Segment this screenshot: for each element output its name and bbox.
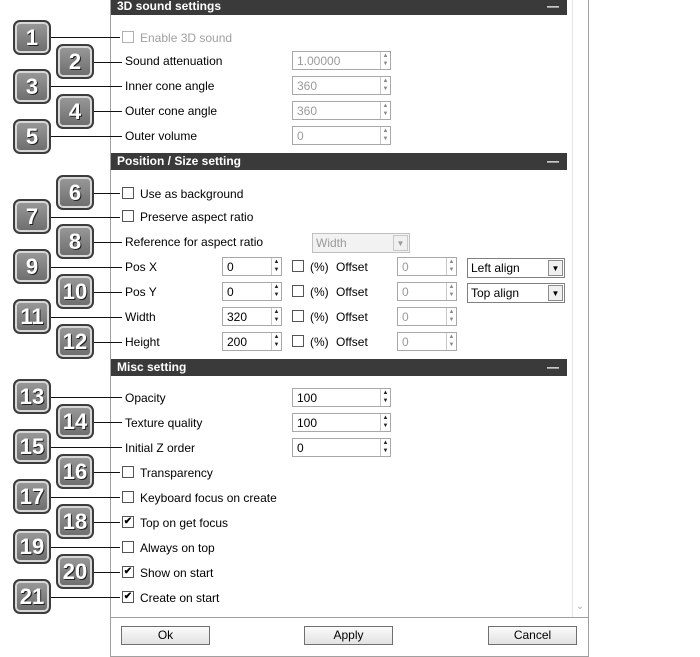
stepper-arrows[interactable] xyxy=(380,52,390,69)
pos-x-input[interactable] xyxy=(223,258,271,275)
height-offset-stepper[interactable] xyxy=(397,332,457,351)
section-header-position-size[interactable] xyxy=(111,153,567,170)
stepper-arrows[interactable] xyxy=(271,258,281,275)
callout-badge: 18 xyxy=(56,504,94,539)
settings-dialog xyxy=(110,0,589,657)
scroll-down-icon[interactable]: ⌄ xyxy=(575,601,585,612)
callout-badge: 5 xyxy=(13,119,51,154)
collapse-icon[interactable]: — xyxy=(547,360,559,374)
down-arrow-icon[interactable]: ▼ xyxy=(382,136,389,142)
up-arrow-icon[interactable]: ▲ xyxy=(448,309,455,315)
outer-volume-stepper[interactable] xyxy=(292,126,391,145)
check-icon: ✔ xyxy=(123,591,133,602)
down-arrow-icon[interactable]: ▼ xyxy=(273,342,280,348)
down-arrow-icon[interactable]: ▼ xyxy=(273,317,280,323)
section-header-3d-sound[interactable] xyxy=(111,0,567,15)
callout-badge: 19 xyxy=(13,529,51,564)
pos-y-stepper[interactable] xyxy=(222,282,282,301)
outer-volume-input[interactable] xyxy=(293,127,380,144)
texture-quality-label: Texture quality xyxy=(125,416,203,430)
up-arrow-icon[interactable]: ▲ xyxy=(273,334,280,340)
dropdown-arrow-icon[interactable]: ▼ xyxy=(548,260,563,276)
enable-3d-sound-checkbox[interactable] xyxy=(122,31,134,43)
down-arrow-icon[interactable]: ▼ xyxy=(382,111,389,117)
callout-leader-line xyxy=(50,497,120,498)
stepper-arrows[interactable] xyxy=(380,127,390,144)
transparency-checkbox[interactable] xyxy=(122,466,134,478)
down-arrow-icon[interactable]: ▼ xyxy=(448,292,455,298)
inner-cone-angle-input[interactable] xyxy=(293,77,380,94)
stepper-arrows[interactable] xyxy=(380,414,390,431)
stepper-arrows[interactable] xyxy=(380,102,390,119)
initial-z-order-label: Initial Z order xyxy=(125,441,196,455)
callout-leader-line xyxy=(92,111,122,112)
width-input[interactable] xyxy=(223,308,271,325)
callout-badge: 13 xyxy=(13,379,51,414)
callout-badge: 8 xyxy=(56,224,94,259)
up-arrow-icon[interactable]: ▲ xyxy=(448,284,455,290)
initial-z-order-input[interactable] xyxy=(293,439,380,456)
opacity-label: Opacity xyxy=(125,391,166,405)
texture-quality-stepper[interactable] xyxy=(292,413,391,432)
sound-attenuation-label: Sound attenuation xyxy=(125,54,223,68)
callout-leader-line xyxy=(50,217,120,218)
callout-leader-line xyxy=(92,242,122,243)
select-value: Top align xyxy=(471,286,520,300)
callout-badge: 7 xyxy=(13,199,51,234)
stepper-arrows[interactable] xyxy=(380,77,390,94)
callout-badge: 15 xyxy=(13,429,51,464)
section-title: 3D sound settings xyxy=(117,0,222,13)
height-input[interactable] xyxy=(223,333,271,350)
callout-leader-line xyxy=(50,37,120,38)
percent-label: (%) xyxy=(310,260,329,274)
pos-x-stepper[interactable] xyxy=(222,257,282,276)
pos-x-percent-checkbox[interactable] xyxy=(292,260,304,272)
pos-x-offset-input[interactable] xyxy=(398,258,446,275)
callout-leader-line xyxy=(92,422,122,423)
callout-badge: 12 xyxy=(56,324,94,359)
callout-badge: 2 xyxy=(56,44,94,79)
offset-label: Offset xyxy=(336,335,368,349)
check-icon: ✔ xyxy=(123,516,133,527)
section-title: Misc setting xyxy=(117,360,187,374)
preserve-aspect-ratio-checkbox[interactable] xyxy=(122,210,134,222)
callout-badge: 14 xyxy=(56,404,94,439)
up-arrow-icon[interactable]: ▲ xyxy=(382,53,389,59)
callout-leader-line xyxy=(92,472,120,473)
apply-button[interactable]: Apply xyxy=(304,626,393,645)
callout-badge: 16 xyxy=(56,454,94,489)
width-offset-stepper[interactable] xyxy=(397,307,457,326)
down-arrow-icon[interactable]: ▼ xyxy=(273,267,280,273)
stepper-arrows[interactable] xyxy=(271,308,281,325)
up-arrow-icon[interactable]: ▲ xyxy=(448,334,455,340)
callout-badge: 6 xyxy=(56,175,94,210)
outer-cone-angle-label: Outer cone angle xyxy=(125,104,218,118)
pos-y-label: Pos Y xyxy=(125,285,157,299)
select-value: Width xyxy=(316,236,347,250)
use-as-background-label: Use as background xyxy=(140,187,244,201)
stepper-arrows[interactable] xyxy=(380,439,390,456)
callout-leader-line xyxy=(50,317,122,318)
down-arrow-icon[interactable]: ▼ xyxy=(448,267,455,273)
opacity-input[interactable] xyxy=(293,389,380,406)
callout-leader-line xyxy=(50,86,122,87)
keyboard-focus-checkbox[interactable] xyxy=(122,491,134,503)
callout-leader-line xyxy=(50,267,122,268)
inner-cone-angle-stepper[interactable] xyxy=(292,76,391,95)
callout-leader-line xyxy=(50,136,122,137)
up-arrow-icon[interactable]: ▲ xyxy=(382,390,389,396)
initial-z-order-stepper[interactable] xyxy=(292,438,391,457)
callout-badge: 21 xyxy=(13,579,51,614)
callout-leader-line xyxy=(50,447,122,448)
enable-3d-sound-label: Enable 3D sound xyxy=(140,31,233,45)
pos-y-offset-stepper[interactable] xyxy=(397,282,457,301)
always-on-top-checkbox[interactable] xyxy=(122,541,134,553)
callout-leader-line xyxy=(92,522,120,523)
offset-label: Offset xyxy=(336,310,368,324)
percent-label: (%) xyxy=(310,285,329,299)
pos-y-input[interactable] xyxy=(223,283,271,300)
stepper-arrows[interactable] xyxy=(380,389,390,406)
callout-leader-line xyxy=(92,62,122,63)
width-offset-input[interactable] xyxy=(398,308,446,325)
create-on-start-label: Create on start xyxy=(140,591,220,605)
outer-volume-label: Outer volume xyxy=(125,129,198,143)
horizontal-align-select[interactable] xyxy=(467,258,565,278)
keyboard-focus-label: Keyboard focus on create xyxy=(140,491,277,505)
up-arrow-icon[interactable]: ▲ xyxy=(382,103,389,109)
callout-leader-line xyxy=(92,342,122,343)
top-on-get-focus-checkbox[interactable] xyxy=(122,516,134,528)
always-on-top-label: Always on top xyxy=(140,541,215,555)
stepper-arrows[interactable] xyxy=(446,308,456,325)
down-arrow-icon[interactable]: ▼ xyxy=(382,86,389,92)
top-on-get-focus-label: Top on get focus xyxy=(140,516,229,530)
down-arrow-icon[interactable]: ▼ xyxy=(448,317,455,323)
callout-leader-line xyxy=(50,397,122,398)
height-stepper[interactable] xyxy=(222,332,282,351)
show-on-start-checkbox[interactable] xyxy=(122,566,134,578)
up-arrow-icon[interactable]: ▲ xyxy=(382,128,389,134)
texture-quality-input[interactable] xyxy=(293,414,380,431)
outer-cone-angle-input[interactable] xyxy=(293,102,380,119)
down-arrow-icon[interactable]: ▼ xyxy=(382,61,389,67)
offset-label: Offset xyxy=(336,260,368,274)
up-arrow-icon[interactable]: ▲ xyxy=(382,440,389,446)
dropdown-arrow-icon[interactable]: ▼ xyxy=(393,235,408,251)
stepper-arrows[interactable] xyxy=(446,258,456,275)
cancel-button[interactable]: Cancel xyxy=(488,626,577,645)
callout-leader-line xyxy=(50,547,120,548)
callout-leader-line xyxy=(50,597,120,598)
section-title: Position / Size setting xyxy=(117,154,242,168)
pos-y-offset-input[interactable] xyxy=(398,283,446,300)
down-arrow-icon[interactable]: ▼ xyxy=(382,448,389,454)
callout-badge: 1 xyxy=(13,20,51,55)
use-as-background-checkbox[interactable] xyxy=(122,187,134,199)
stepper-arrows[interactable] xyxy=(271,283,281,300)
callout-badge: 9 xyxy=(13,249,51,284)
up-arrow-icon[interactable]: ▲ xyxy=(273,309,280,315)
callout-badge: 11 xyxy=(13,299,51,334)
outer-cone-angle-stepper[interactable] xyxy=(292,101,391,120)
show-on-start-label: Show on start xyxy=(140,566,214,580)
reference-aspect-ratio-select[interactable] xyxy=(312,233,410,253)
callout-badge: 10 xyxy=(56,274,94,309)
opacity-stepper[interactable] xyxy=(292,388,391,407)
up-arrow-icon[interactable]: ▲ xyxy=(448,259,455,265)
vertical-align-select[interactable] xyxy=(467,283,565,303)
transparency-label: Transparency xyxy=(140,466,213,480)
height-offset-input[interactable] xyxy=(398,333,446,350)
reference-aspect-ratio-label: Reference for aspect ratio xyxy=(125,235,264,249)
up-arrow-icon[interactable]: ▲ xyxy=(273,259,280,265)
up-arrow-icon[interactable]: ▲ xyxy=(382,78,389,84)
pos-x-label: Pos X xyxy=(125,260,158,274)
callout-badge: 4 xyxy=(56,94,94,129)
up-arrow-icon[interactable]: ▲ xyxy=(273,284,280,290)
callout-leader-line xyxy=(92,292,122,293)
width-percent-checkbox[interactable] xyxy=(292,310,304,322)
check-icon: ✔ xyxy=(123,566,133,577)
collapse-icon[interactable]: — xyxy=(547,0,559,13)
width-stepper[interactable] xyxy=(222,307,282,326)
percent-label: (%) xyxy=(310,335,329,349)
preserve-aspect-ratio-label: Preserve aspect ratio xyxy=(140,210,254,224)
callout-leader-line xyxy=(92,572,120,573)
callout-badge: 20 xyxy=(56,554,94,589)
callout-leader-line xyxy=(92,193,120,194)
stepper-arrows[interactable] xyxy=(446,283,456,300)
inner-cone-angle-label: Inner cone angle xyxy=(125,79,215,93)
pos-y-percent-checkbox[interactable] xyxy=(292,285,304,297)
down-arrow-icon[interactable]: ▼ xyxy=(448,342,455,348)
callout-badge: 3 xyxy=(13,69,51,104)
create-on-start-checkbox[interactable] xyxy=(122,591,134,603)
down-arrow-icon[interactable]: ▼ xyxy=(382,398,389,404)
collapse-icon[interactable]: — xyxy=(547,154,559,168)
sound-attenuation-stepper[interactable] xyxy=(292,51,391,70)
ok-button[interactable]: Ok xyxy=(121,626,210,645)
down-arrow-icon[interactable]: ▼ xyxy=(382,423,389,429)
offset-label: Offset xyxy=(336,285,368,299)
stepper-arrows[interactable] xyxy=(446,333,456,350)
height-label: Height xyxy=(125,335,160,349)
width-label: Width xyxy=(125,310,156,324)
dropdown-arrow-icon[interactable]: ▼ xyxy=(548,285,563,301)
stepper-arrows[interactable] xyxy=(271,333,281,350)
callout-badge: 17 xyxy=(13,479,51,514)
height-percent-checkbox[interactable] xyxy=(292,335,304,347)
down-arrow-icon[interactable]: ▼ xyxy=(273,292,280,298)
select-value: Left align xyxy=(471,261,520,275)
sound-attenuation-input[interactable] xyxy=(293,52,380,69)
section-header-misc[interactable] xyxy=(111,359,567,376)
percent-label: (%) xyxy=(310,310,329,324)
pos-x-offset-stepper[interactable] xyxy=(397,257,457,276)
up-arrow-icon[interactable]: ▲ xyxy=(382,415,389,421)
vertical-scrollbar[interactable] xyxy=(572,0,588,617)
